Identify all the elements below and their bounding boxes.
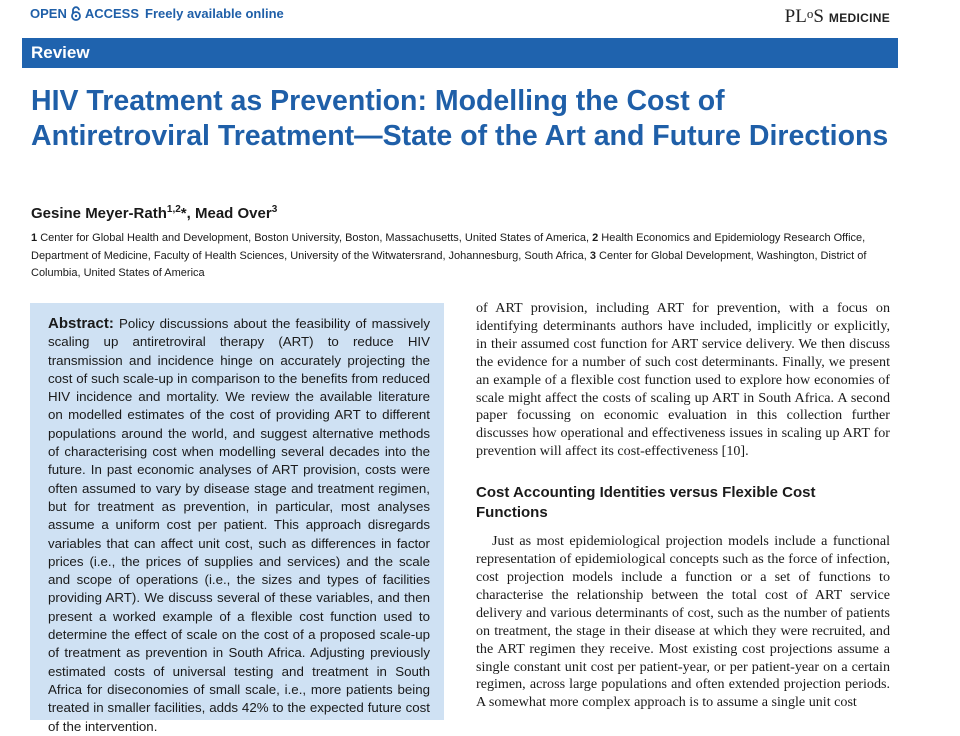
- body-paragraph-2: Just as most epidemiological projection models include a functional representation of epidemiological concepts such as the force of infection, cost projection models include a function or a set of functions to characterise the relationship between the total cost of ART service delivery and various determinants of cost, such as the number of patients on treatment, the stage in their disease at which they were recruited, and the ART regimen they receive. Most existing cost projections assume a single constant unit cost per patient-year, or per patient-year on a certain regimen, across large populations and often extended projection periods. A somewhat more complex approach is to assume a single unit cost: [476, 533, 890, 711]
- author-2-affiliation-mark: 3: [271, 204, 278, 215]
- body-column: [476, 300, 890, 712]
- open-lock-icon: [70, 6, 82, 21]
- logo-part-2: o: [806, 6, 814, 21]
- logo-part-1: PL: [784, 6, 807, 27]
- access-label: ACCESS: [84, 6, 140, 21]
- abstract-paragraph: [48, 315, 430, 736]
- logo-part-3: S: [813, 6, 824, 27]
- affiliations: [31, 230, 899, 283]
- body-paragraph-1: of ART provision, including ART for prevention, with a focus on identifying determinants authors have included, implicitly or explicitly, in their assumed cost function for ART service delivery. We then discuss the evidence for a number of such cost determinants. Finally, we present an example of a flexible cost function used to explore how economies of scale might affect the costs of scaling up ART in South Africa. A second paper focussing on economic evaluation in this collection further discusses how operational and effectiveness issues in scaling up ART for prevention will affect its cost-effectiveness [10].: [476, 300, 890, 460]
- open-access-badge: [30, 6, 284, 21]
- open-label: OPEN: [30, 6, 67, 21]
- affiliation-2-text: Health Economics and Epidemiology Research Office, Department of Medicine, Faculty of Health Sciences, University of the Witwatersrand, Johannesburg, South Africa,: [31, 232, 866, 262]
- abstract-box: [30, 303, 444, 734]
- corresponding-author-mark: *: [180, 205, 187, 222]
- article-title: HIV Treatment as Prevention: Modelling the Cost of Antiretroviral Treatment—State of the Art and Future Directions: [31, 85, 889, 152]
- author-list: [31, 204, 277, 222]
- affiliation-1-number: 1: [31, 232, 38, 244]
- journal-masthead: [30, 4, 898, 28]
- author-1-name: Gesine Meyer-Rath: [31, 205, 167, 222]
- freely-available-label: Freely available online: [145, 6, 284, 21]
- affiliation-3-text: Center for Global Development, Washington, District of Columbia, United States of America: [31, 249, 867, 279]
- journal-name: MEDICINE: [828, 11, 890, 25]
- journal-logo: [785, 6, 890, 28]
- affiliation-2-number: 2: [592, 232, 599, 244]
- author-1-affiliation-marks: 1,2: [166, 204, 181, 215]
- article-type-label: Review: [31, 43, 90, 62]
- author-separator: ,: [186, 205, 195, 222]
- affiliation-1-text: Center for Global Health and Development, Boston University, Boston, Massachusetts, United States of America,: [40, 232, 593, 244]
- article-type-band: [22, 38, 898, 68]
- author-2-name: Mead Over: [194, 205, 272, 222]
- affiliation-3-number: 3: [589, 249, 596, 262]
- abstract-label: Abstract:: [48, 315, 114, 332]
- section-heading: Cost Accounting Identities versus Flexible Cost Functions: [476, 484, 816, 522]
- abstract-body: Policy discussions about the feasibility of massively scaling up antiretroviral therapy (ART) to reduce HIV transmission and incidence hinge on accurately projecting the cost of such scale-up in comparison to the benefits from reduced HIV incidence and mortality. We review the available literature on modelled estimates of the cost of providing ART to different populations around the world, and suggest alternative methods of characterising cost when modelling several decades into the future. In past economic analyses of ART provision, costs were often assumed to vary by disease stage and treatment regimen, but for treatment as prevention, in particular, most analyses assume a uniform cost per patient. This approach disregards variables that can affect unit cost, such as differences in factor prices (i.e., the prices of supplies and services) and the scale and scope of operations (i.e., the sizes and types of facilities providing ART). We discuss several of these variables, and then present a worked example of a flexible cost function used to determine the effect of scale on the cost of a proposed scale-up of treatment as prevention in South Africa. Adjusting previously estimated costs of universal testing and treatment in South Africa for diseconomies of small scale, i.e., more patients being treated in smaller facilities, adds 42% to the expected future cost of the intervention.: [48, 316, 430, 734]
